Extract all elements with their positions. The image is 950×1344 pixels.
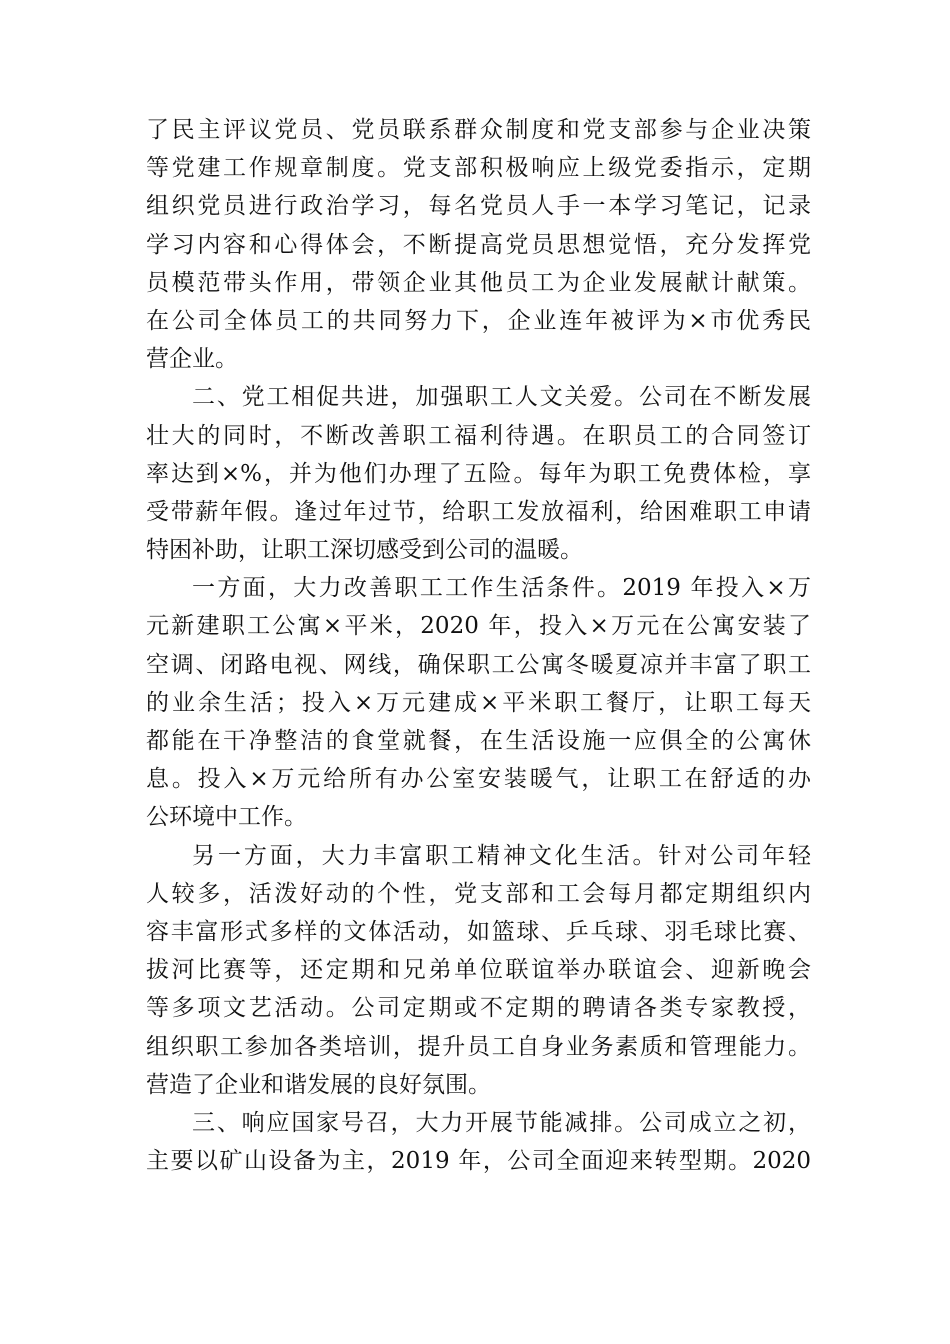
text-line: 壮大的同时，不断改善职工福利待遇。在职员工的合同签订 bbox=[146, 422, 811, 449]
text-line: 率达到×%，并为他们办理了五险。每年为职工免费体检，享 bbox=[146, 460, 811, 487]
paragraph-1 bbox=[146, 111, 811, 378]
text-line: 容丰富形式多样的文体活动，如篮球、乒乓球、羽毛球比赛、 bbox=[146, 918, 811, 945]
text-line: 公环境中工作。 bbox=[146, 804, 307, 831]
text-line: 等多项文艺活动。公司定期或不定期的聘请各类专家教授， bbox=[146, 995, 811, 1022]
text-line: 另一方面，大力丰富职工精神文化生活。针对公司年轻 bbox=[192, 842, 811, 869]
text-line: 员模范带头作用，带领企业其他员工为企业发展献计献策。 bbox=[146, 269, 811, 296]
text-line: 营造了企业和谐发展的良好氛围。 bbox=[146, 1071, 491, 1098]
text-line: 学习内容和心得体会，不断提高党员思想觉悟，充分发挥党 bbox=[146, 231, 811, 258]
paragraph-3 bbox=[146, 569, 811, 836]
text-line: 营企业。 bbox=[146, 346, 238, 373]
text-line: 三、响应国家号召，大力开展节能减排。公司成立之初， bbox=[192, 1109, 811, 1136]
text-line: 主要以矿山设备为主，2019 年，公司全面迎来转型期。2020 bbox=[146, 1148, 811, 1175]
text-line: 都能在干净整洁的食堂就餐，在生活设施一应俱全的公寓休 bbox=[146, 728, 811, 754]
text-line: 受带薪年假。逢过年过节，给职工发放福利，给困难职工申请 bbox=[146, 498, 811, 525]
text-line: 等党建工作规章制度。党支部积极响应上级党委指示，定期 bbox=[146, 155, 811, 182]
paragraph-4 bbox=[146, 837, 811, 1104]
text-line: 一方面，大力改善职工工作生活条件。2019 年投入×万 bbox=[192, 575, 811, 602]
document-body bbox=[146, 111, 811, 1180]
text-line: 组织职工参加各类培训，提升员工自身业务素质和管理能力。 bbox=[146, 1033, 811, 1060]
text-line: 空调、闭路电视、网线，确保职工公寓冬暖夏凉并丰富了职工 bbox=[146, 651, 811, 678]
paragraph-5 bbox=[146, 1104, 811, 1180]
text-line: 元新建职工公寓×平米，2020 年，投入×万元在公寓安装了 bbox=[146, 613, 811, 640]
text-line: 人较多，活泼好动的个性，党支部和工会每月都定期组织内 bbox=[146, 880, 811, 907]
text-line: 的业余生活；投入×万元建成×平米职工餐厅，让职工每天 bbox=[146, 689, 811, 716]
text-line: 拔河比赛等，还定期和兄弟单位联谊举办联谊会、迎新晚会 bbox=[146, 957, 811, 984]
text-line: 息。投入×万元给所有办公室安装暖气，让职工在舒适的办 bbox=[146, 766, 811, 793]
text-line: 特困补助，让职工深切感受到公司的温暖。 bbox=[146, 537, 583, 564]
text-line: 了民主评议党员、党员联系群众制度和党支部参与企业决策 bbox=[146, 117, 811, 143]
paragraph-2 bbox=[146, 378, 811, 569]
text-line: 二、党工相促共进，加强职工人文关爱。公司在不断发展 bbox=[192, 384, 811, 411]
text-line: 组织党员进行政治学习，每名党员人手一本学习笔记，记录 bbox=[146, 193, 811, 220]
text-line: 在公司全体员工的共同努力下，企业连年被评为×市优秀民 bbox=[146, 307, 811, 334]
